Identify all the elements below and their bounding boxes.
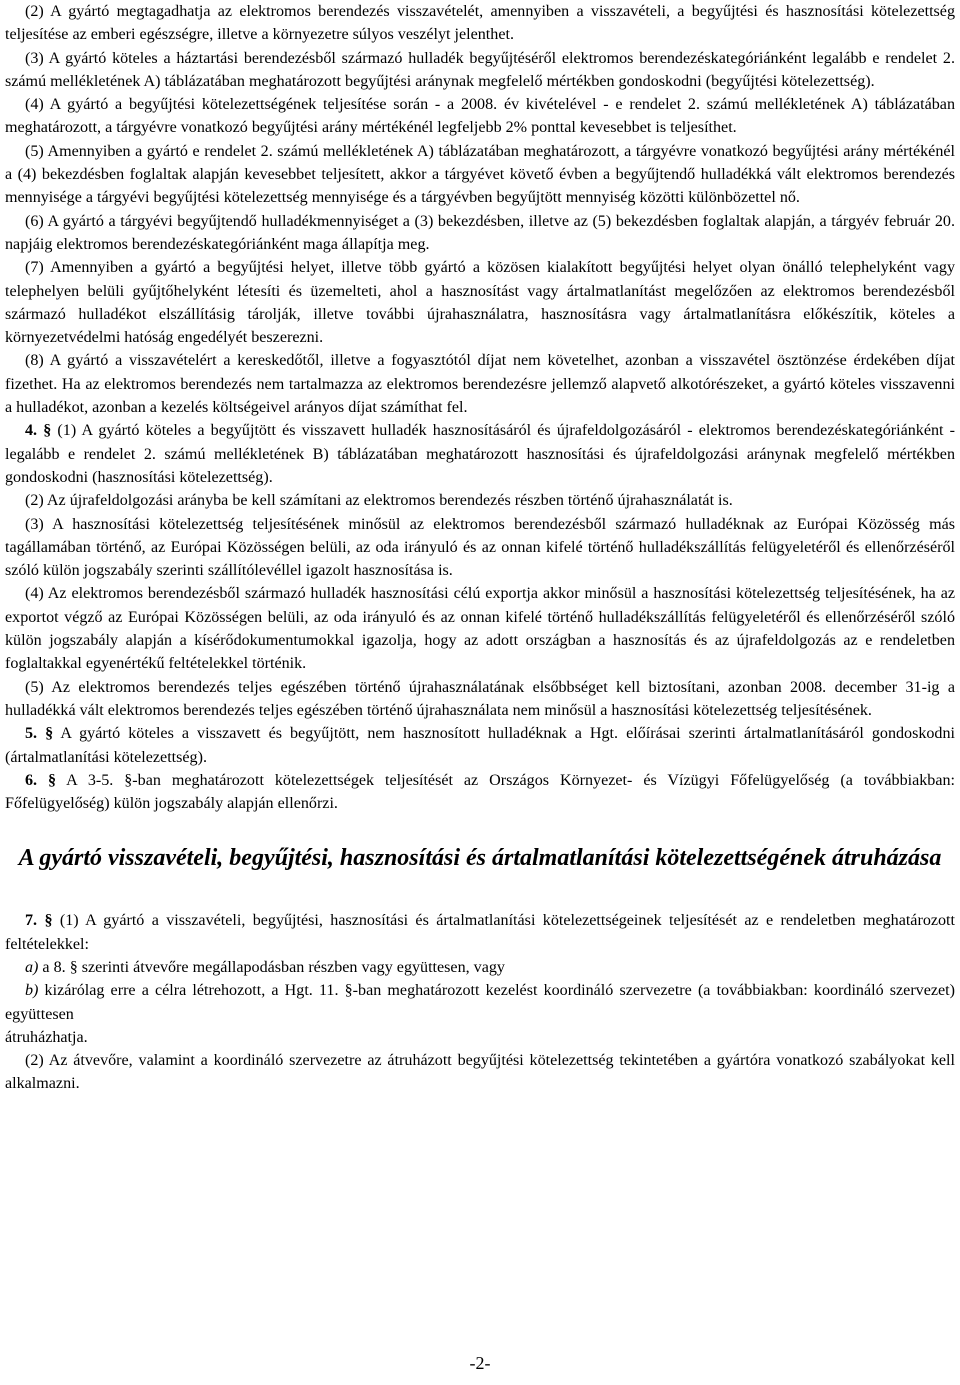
paragraph-3-5: (5) Amennyiben a gyártó e rendelet 2. számú mellékletének A) táblázatában meghatározott, a tárgyévre vonatkozó begyűjtési arány mértékénél a (4) bekezdésben foglaltak alapján kevesebbet teljesített, akkor a tárgyévet követő évben a begyűjtendő hulladékká vált elektromos berendezés mennyisége a tárgyévi begyűjtési kötelezettség mennyisége és a tárgyévben begyűjtött mennyiség közötti különbözettel nő. (5, 142, 955, 207)
section-number: 6. § (25, 771, 57, 789)
paragraph-3-2: (2) A gyártó megtagadhatja az elektromos berendezés visszavételét, amennyiben a visszavételi, a begyűjtési és hasznosítási kötelezettség teljesítése az emberi egészségre, illetve a környezetre súlyos veszélyt jelenthet. (5, 3, 955, 44)
section-number: 7. § (25, 912, 53, 930)
paragraph-continuation: átruházhatja. (5, 1028, 88, 1046)
paragraph-5 (5, 722, 955, 769)
paragraph-3-8: (8) A gyártó a visszavételért a kereskedőtől, illetve a fogyasztótól díjat nem követelhet, azonban a visszavétel ösztönzése érdekében díjat fizethet. Ha az elektromos berendezés nem tartalmazza az elektromos berendezésre jellemző alapvető alkotórészeket, a gyártó köteles visszavenni a hulladékot, azonban a kezelés költségeivel arányos díjat számíthat fel. (5, 352, 955, 417)
paragraph-text: A 3-5. §-ban meghatározott kötelezettségek teljesítését az Országos Környezet- és Vízügyi Főfelügyelőség (a továbbiakban: Főfelügyelőség) külön jogszabály alapján ellenőrzi. (5, 771, 956, 813)
paragraph-6 (5, 769, 955, 816)
list-item-text: a 8. § szerinti átvevőre megállapodásban részben vagy együttesen, vagy (38, 958, 505, 976)
paragraph-4-2: (2) Az újrafeldolgozási arányba be kell számítani az elektromos berendezés részben történő újrahasználatát is. (25, 492, 733, 510)
list-marker: a) (25, 958, 39, 976)
list-item-text: kizárólag erre a célra létrehozott, a Hgt. 11. §-ban meghatározott kezelést koordináló szervezetre (a továbbiakban: koordináló szervezet) együttesen (5, 982, 955, 1023)
paragraph-7-2: (2) Az átvevőre, valamint a koordináló szervezetre az átruházott begyűjtési kötelezettség tekintetében a gyártóra vonatkozó szabályokat kell alkalmazni. (5, 1052, 955, 1093)
list-marker: b) (25, 982, 39, 1000)
paragraph-4-4: (4) Az elektromos berendezésből származó hulladék hasznosítási célú exportja akkor minősül a hasznosítási kötelezettség teljesítésének, ha az exportot végző az Európai Közösségen belüli, az oda irányuló és az onnan kifelé történő hulladékszállítás felügyeletéről és ellenőrzéséről szóló külön jogszabály alapján a kísérődokumentumokkal igazolja, hogy az adott országban a hasznosítás és az újrafeldolgozás az e rendeletben foglaltakkal egyenértékű feltételekkel történik. (5, 585, 955, 673)
body-text-bottom (5, 909, 955, 1095)
paragraph-3-6: (6) A gyártó a tárgyévi begyűjtendő hulladékmennyiséget a (3) bekezdésben, illetve az (5) bekezdésben foglaltak alapján, a tárgyév február 20. napjáig elektromos berendezéskategóriánként maga állapítja meg. (5, 212, 955, 253)
list-item-a (5, 956, 955, 979)
section-number: 5. § (25, 725, 54, 743)
page-number: -2- (469, 1353, 491, 1373)
paragraph-4-3: (3) A hasznosítási kötelezettség teljesítésének minősül az elektromos berendezésből származó hulladéknak az Európai Közösség más tagállamában történő, az Európai Közösségen belüli, az oda irányuló és az onnan kifelé történő hulladékszállítás felügyeletéről és ellenőrzéséről szóló külön jogszabály szerinti szállítólevéllel igazolt hasznosítása is. (5, 515, 955, 580)
paragraph-4-1 (5, 419, 955, 489)
paragraph-text: (1) A gyártó köteles a begyűjtött és visszavett hulladék hasznosításáról és újrafeldolgozásáról - elektromos berendezéskategóriánként - legalább e rendelet 2. számú mellékletének B) táblázatában meghatározott hasznosítási és újrafeldolgozási aránynak megfelelő mértékben gondoskodni (hasznosítási kötelezettség). (5, 422, 956, 486)
paragraph-4-5: (5) Az elektromos berendezés teljes egészében történő újrahasználatának elsőbbséget kell biztosítani, azonban 2008. december 31-ig a hulladékká vált elektromos berendezés teljes egészében történő újrahasználata nem minősül a hasznosítási kötelezettség teljesítésének. (5, 678, 955, 719)
paragraph-3-7: (7) Amennyiben a gyártó a begyűjtési helyet, illetve több gyártó a közösen kialakított begyűjtési helyet olyan önálló telephelyként vagy telephelyen belüli gyűjtőhelyként létesíti és üzemelteti, ahol a hasznosítást vagy ártalmatlanítást megelőzően az elektromos berendezésből származó hulladékot elszállításig tárolják, illetve további újrahasználatra, hasznosításra vagy ártalmatlanításra előkészítik, köteles a környezetvédelmi hatóság engedélyét beszerezni. (5, 259, 955, 347)
body-text-top (5, 0, 955, 815)
paragraph-text: (1) A gyártó a visszavételi, begyűjtési, hasznosítási és ártalmatlanítási kötelezettségeinek teljesítését az e rendeletben meghatározott feltételekkel: (5, 912, 955, 953)
list-item-b (5, 979, 955, 1026)
paragraph-3-3: (3) A gyártó köteles a háztartási berendezésből származó hulladék begyűjtéséről elektromos berendezéskategóriánként legalább e rendelet 2. számú mellékletének A) táblázatában meghatározott begyűjtési aránynak megfelelő mértékben gondoskodni (begyűjtési kötelezettség). (5, 49, 955, 90)
paragraph-text: A gyártó köteles a visszavett és begyűjtött, nem hasznosított hulladéknak a Hgt. előírásai szerinti ártalmatlanításáról gondoskodni (ártalmatlanítási kötelezettség). (5, 725, 956, 766)
paragraph-3-4: (4) A gyártó a begyűjtési kötelezettségének teljesítése során - a 2008. év kivételével - e rendelet 2. számú mellékletének A) táblázatában meghatározott, a tárgyévre vonatkozó begyűjtési arány mértékénél legfeljebb 2% ponttal kevesebbet is teljesíthet. (5, 96, 955, 137)
section-heading: A gyártó visszavételi, begyűjtési, hasznosítási és ártalmatlanítási kötelezettségének átruházása (18, 845, 942, 872)
section-number: 4. § (25, 422, 52, 440)
paragraph-7-1 (5, 909, 955, 956)
document-page (5, 0, 955, 1096)
